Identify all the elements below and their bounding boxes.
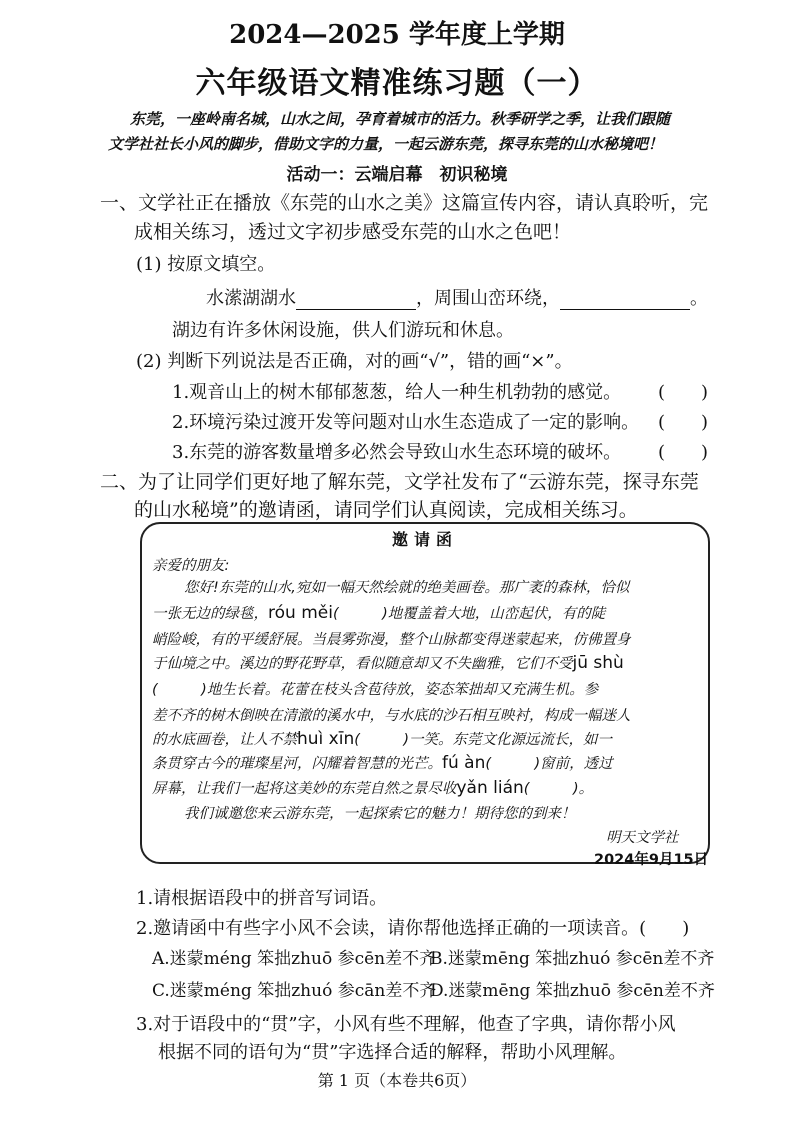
pinyin-5: yǎn lián bbox=[456, 778, 524, 798]
letter-line-5: ( )地生长着。花蕾在枝头含苞待放，姿态笨拙却又充满生机。参 bbox=[152, 682, 599, 698]
letter-line-4 bbox=[152, 652, 624, 673]
intro-line-1: 东莞，一座岭南名城，山水之间，孕育着城市的活力。秋季研学之季，让我们跟随 bbox=[130, 110, 671, 128]
judge-item-3: 3.东莞的游客数量增多必然会导致山水生态环境的破坏。 bbox=[172, 442, 622, 463]
option-d[interactable]: D.迷蒙mēng 笨拙zhuō 参cēn差不齐 bbox=[430, 981, 715, 1001]
letter-text: 屏幕，让我们一起将这美妙的东莞自然之景尽收 bbox=[152, 781, 457, 797]
letter-line-2 bbox=[152, 602, 605, 623]
part2-label: (2) 判断下列说法是否正确，对的画“√”，错的画“×”。 bbox=[136, 351, 573, 372]
letter-line-9 bbox=[152, 777, 593, 798]
page-footer: 第 1 页（本卷共6页） bbox=[317, 1071, 477, 1090]
fill-blank-1[interactable] bbox=[296, 291, 416, 310]
letter-greeting: 亲爱的朋友: bbox=[152, 558, 230, 574]
letter-text: 的水底画卷，让人不禁 bbox=[152, 732, 297, 748]
letter-title: 邀请函 bbox=[391, 530, 458, 549]
letter-line-8 bbox=[152, 752, 613, 773]
pinyin-4: fú àn bbox=[442, 753, 486, 773]
answer-blank-4[interactable]: ( )窗前，透过 bbox=[485, 756, 613, 772]
judge-answer-3[interactable]: ( ) bbox=[658, 442, 709, 463]
activity-title: 活动一：云端启幕 初识秘境 bbox=[286, 165, 508, 185]
letter-line-6: 差不齐的树木倒映在清澈的溪水中，与水底的沙石相互映衬，构成一幅迷人 bbox=[152, 708, 631, 724]
section2-question-line2: 的山水秘境”的邀请函，请同学们认真阅读，完成相关练习。 bbox=[134, 499, 638, 521]
judge-answer-2[interactable]: ( ) bbox=[658, 412, 709, 433]
pinyin-1: róu měi bbox=[268, 603, 333, 623]
intro-line-2: 文学社社长小风的脚步，借助文字的力量，一起云游东莞，探寻东莞的山水秘境吧！ bbox=[108, 135, 664, 153]
letter-text: 于仙境之中。溪边的野花野草，看似随意却又不失幽雅，它们不受 bbox=[152, 656, 573, 672]
fill-sentence bbox=[206, 284, 708, 310]
fill-text-b: ，周围山峦环绕， bbox=[416, 288, 560, 309]
judge-item-2: 2.环境污染过渡开发等问题对山水生态造成了一定的影响。 bbox=[172, 412, 640, 433]
letter-line-10: 我们诚邀您来云游东莞，一起探索它的魅力！期待您的到来！ bbox=[184, 806, 576, 822]
pinyin-2: jū shù bbox=[572, 653, 624, 673]
fill-text-a: 水潆湖湖水 bbox=[206, 288, 296, 309]
question-3-line1: 3.对于语段中的“贯”字，小风有些不理解，他查了字典，请你帮小风 bbox=[136, 1014, 676, 1035]
question-1: 1.请根据语段中的拼音写词语。 bbox=[136, 888, 388, 909]
fill-blank-2[interactable] bbox=[560, 291, 690, 310]
letter-line-3: 峭险峻，有的平缓舒展。当晨雾弥漫，整个山脉都变得迷蒙起来，仿佛置身 bbox=[152, 632, 631, 648]
letter-date: 2024年9月15日 bbox=[594, 852, 709, 868]
judge-answer-1[interactable]: ( ) bbox=[658, 382, 709, 403]
fill-text-end: 。 bbox=[690, 288, 708, 309]
answer-blank-5[interactable]: ( )。 bbox=[523, 781, 594, 797]
option-c[interactable]: C.迷蒙méng 笨拙zhuó 参cān差不齐 bbox=[152, 981, 437, 1001]
letter-text: 条贯穿古今的璀璨星河，闪耀着智慧的光芒。 bbox=[152, 756, 442, 772]
question-2: 2.邀请函中有些字小风不会读，请你帮他选择正确的一项读音。( ) bbox=[136, 918, 690, 939]
exam-title-year: 2024—2025 学年度上学期 bbox=[229, 20, 565, 50]
answer-blank-1[interactable]: ( )地覆盖着大地，山峦起伏，有的陡 bbox=[332, 606, 606, 622]
fill-line-2: 湖边有许多休闲设施，供人们游玩和休息。 bbox=[172, 320, 514, 341]
section1-question-line2: 成相关练习，透过文字初步感受东莞的山水之色吧！ bbox=[134, 221, 572, 243]
answer-blank-3[interactable]: ( )一笑。东莞文化源远流长，如一 bbox=[354, 732, 613, 748]
letter-line-1: 您好!东莞的山水,宛如一幅天然绘就的绝美画卷。那广袤的森林，恰似 bbox=[184, 580, 630, 596]
section1-question-line1: 一、文学社正在播放《东莞的山水之美》这篇宣传内容，请认真聆听，完 bbox=[100, 192, 709, 214]
option-a[interactable]: A.迷蒙méng 笨拙zhuō 参cēn差不齐 bbox=[152, 949, 437, 969]
option-b[interactable]: B.迷蒙mēng 笨拙zhuó 参cēn差不齐 bbox=[430, 949, 715, 969]
letter-signature: 明天文学社 bbox=[606, 830, 679, 846]
letter-text: 一张无边的绿毯， bbox=[152, 606, 268, 622]
question-3-line2: 根据不同的语句为“贯”字选择合适的解释，帮助小风理解。 bbox=[158, 1042, 627, 1063]
section2-question-line1: 二、为了让同学们更好地了解东莞，文学社发布了“云游东莞，探寻东莞 bbox=[100, 471, 699, 493]
part1-label: (1) 按原文填空。 bbox=[136, 254, 276, 275]
pinyin-3: huì xīn bbox=[297, 729, 355, 749]
exam-title: 六年级语文精准练习题（一） bbox=[195, 66, 599, 101]
letter-line-7 bbox=[152, 728, 612, 749]
judge-item-1: 1.观音山上的树木郁郁葱葱，给人一种生机勃勃的感觉。 bbox=[172, 382, 622, 403]
